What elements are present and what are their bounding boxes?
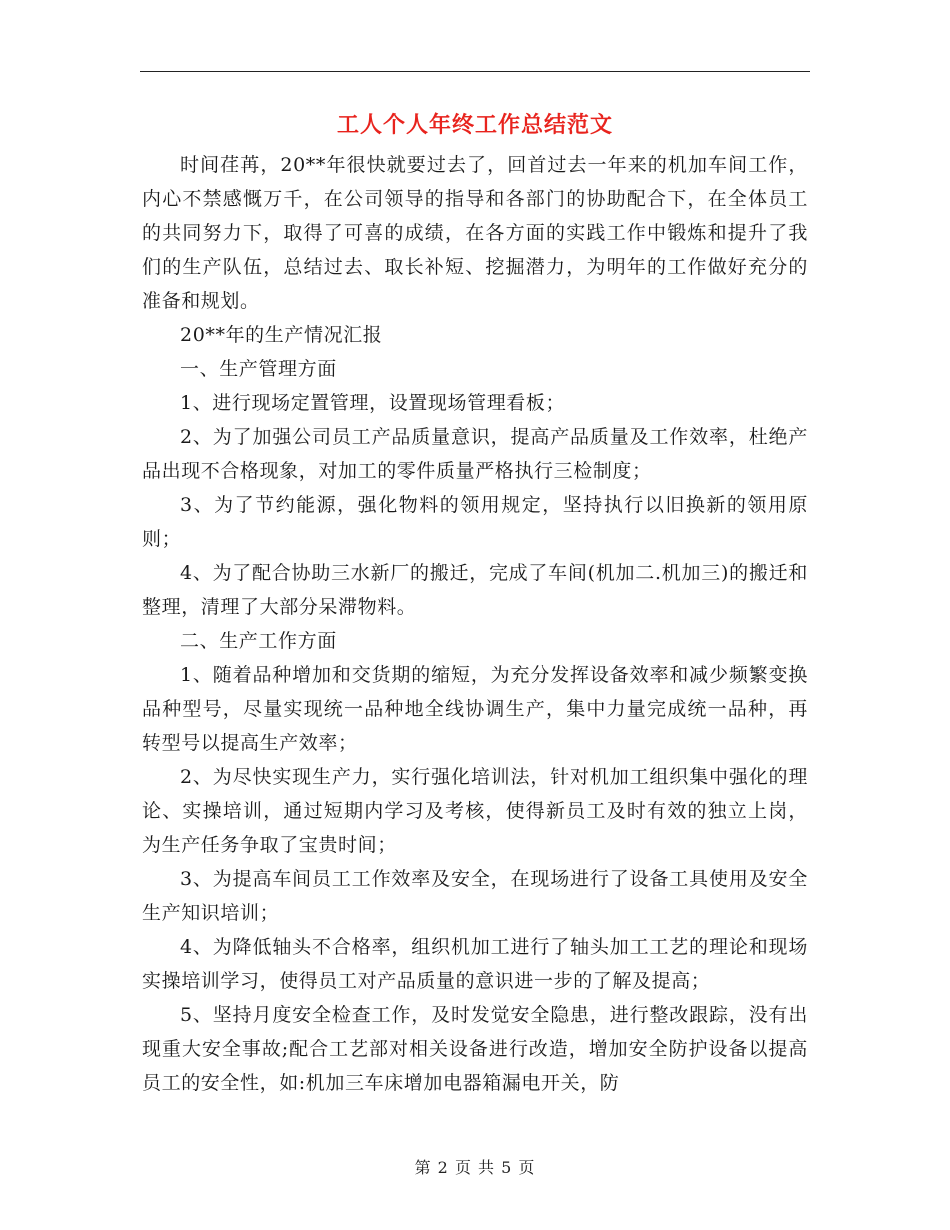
- list-item: 3、为了节约能源，强化物料的领用规定，坚持执行以旧换新的领用原则；: [142, 494, 808, 550]
- paragraph-report-heading: 20**年的生产情况汇报: [180, 324, 383, 346]
- list-item: 1、随着品种增加和交货期的缩短，为充分发挥设备效率和减少频繁变换品种型号，尽量实现统一品种地全线协调生产，集中力量完成统一品种，再转型号以提高生产效率；: [142, 664, 808, 754]
- section-heading-management: 一、生产管理方面: [180, 358, 337, 380]
- list-item: 5、坚持月度安全检查工作，及时发觉安全隐患，进行整改跟踪，没有出现重大安全事故;配合工艺部对相关设备进行改造，增加安全防护设备以提高员工的安全性，如:机加三车床增加电器箱漏电开关，防: [142, 1004, 808, 1094]
- list-item: 4、为降低轴头不合格率，组织机加工进行了轴头加工工艺的理论和现场实操培训学习，使得员工对产品质量的意识进一步的了解及提高；: [142, 936, 808, 992]
- list-item: 4、为了配合协助三水新厂的搬迁，完成了车间(机加二.机加三)的搬迁和整理，清理了大部分呆滞物料。: [142, 562, 808, 618]
- list-item: 2、为了加强公司员工产品质量意识，提高产品质量及工作效率，杜绝产品出现不合格现象，对加工的零件质量严格执行三检制度；: [142, 426, 808, 482]
- document-body: [142, 148, 808, 1100]
- list-item: 3、为提高车间员工工作效率及安全，在现场进行了设备工具使用及安全生产知识培训；: [142, 868, 808, 924]
- paragraph-intro: 时间荏苒，20**年很快就要过去了，回首过去一年来的机加车间工作，内心不禁感慨万千，在公司领导的指导和各部门的协助配合下，在全体员工的共同努力下，取得了可喜的成绩，在各方面的实践工作中锻炼和提升了我们的生产队伍，总结过去、取长补短、挖掘潜力，为明年的工作做好充分的准备和规划。: [142, 154, 808, 312]
- section-heading-work: 二、生产工作方面: [180, 630, 337, 652]
- list-item: 1、进行现场定置管理，设置现场管理看板；: [180, 392, 566, 414]
- document-title: 工人个人年终工作总结范文: [336, 112, 613, 138]
- list-item: 2、为尽快实现生产力，实行强化培训法，针对机加工组织集中强化的理论、实操培训，通过短期内学习及考核，使得新员工及时有效的独立上岗，为生产任务争取了宝贵时间；: [142, 766, 808, 856]
- header-divider: [140, 71, 810, 72]
- page-number: 第 2 页 共 5 页: [414, 1158, 536, 1177]
